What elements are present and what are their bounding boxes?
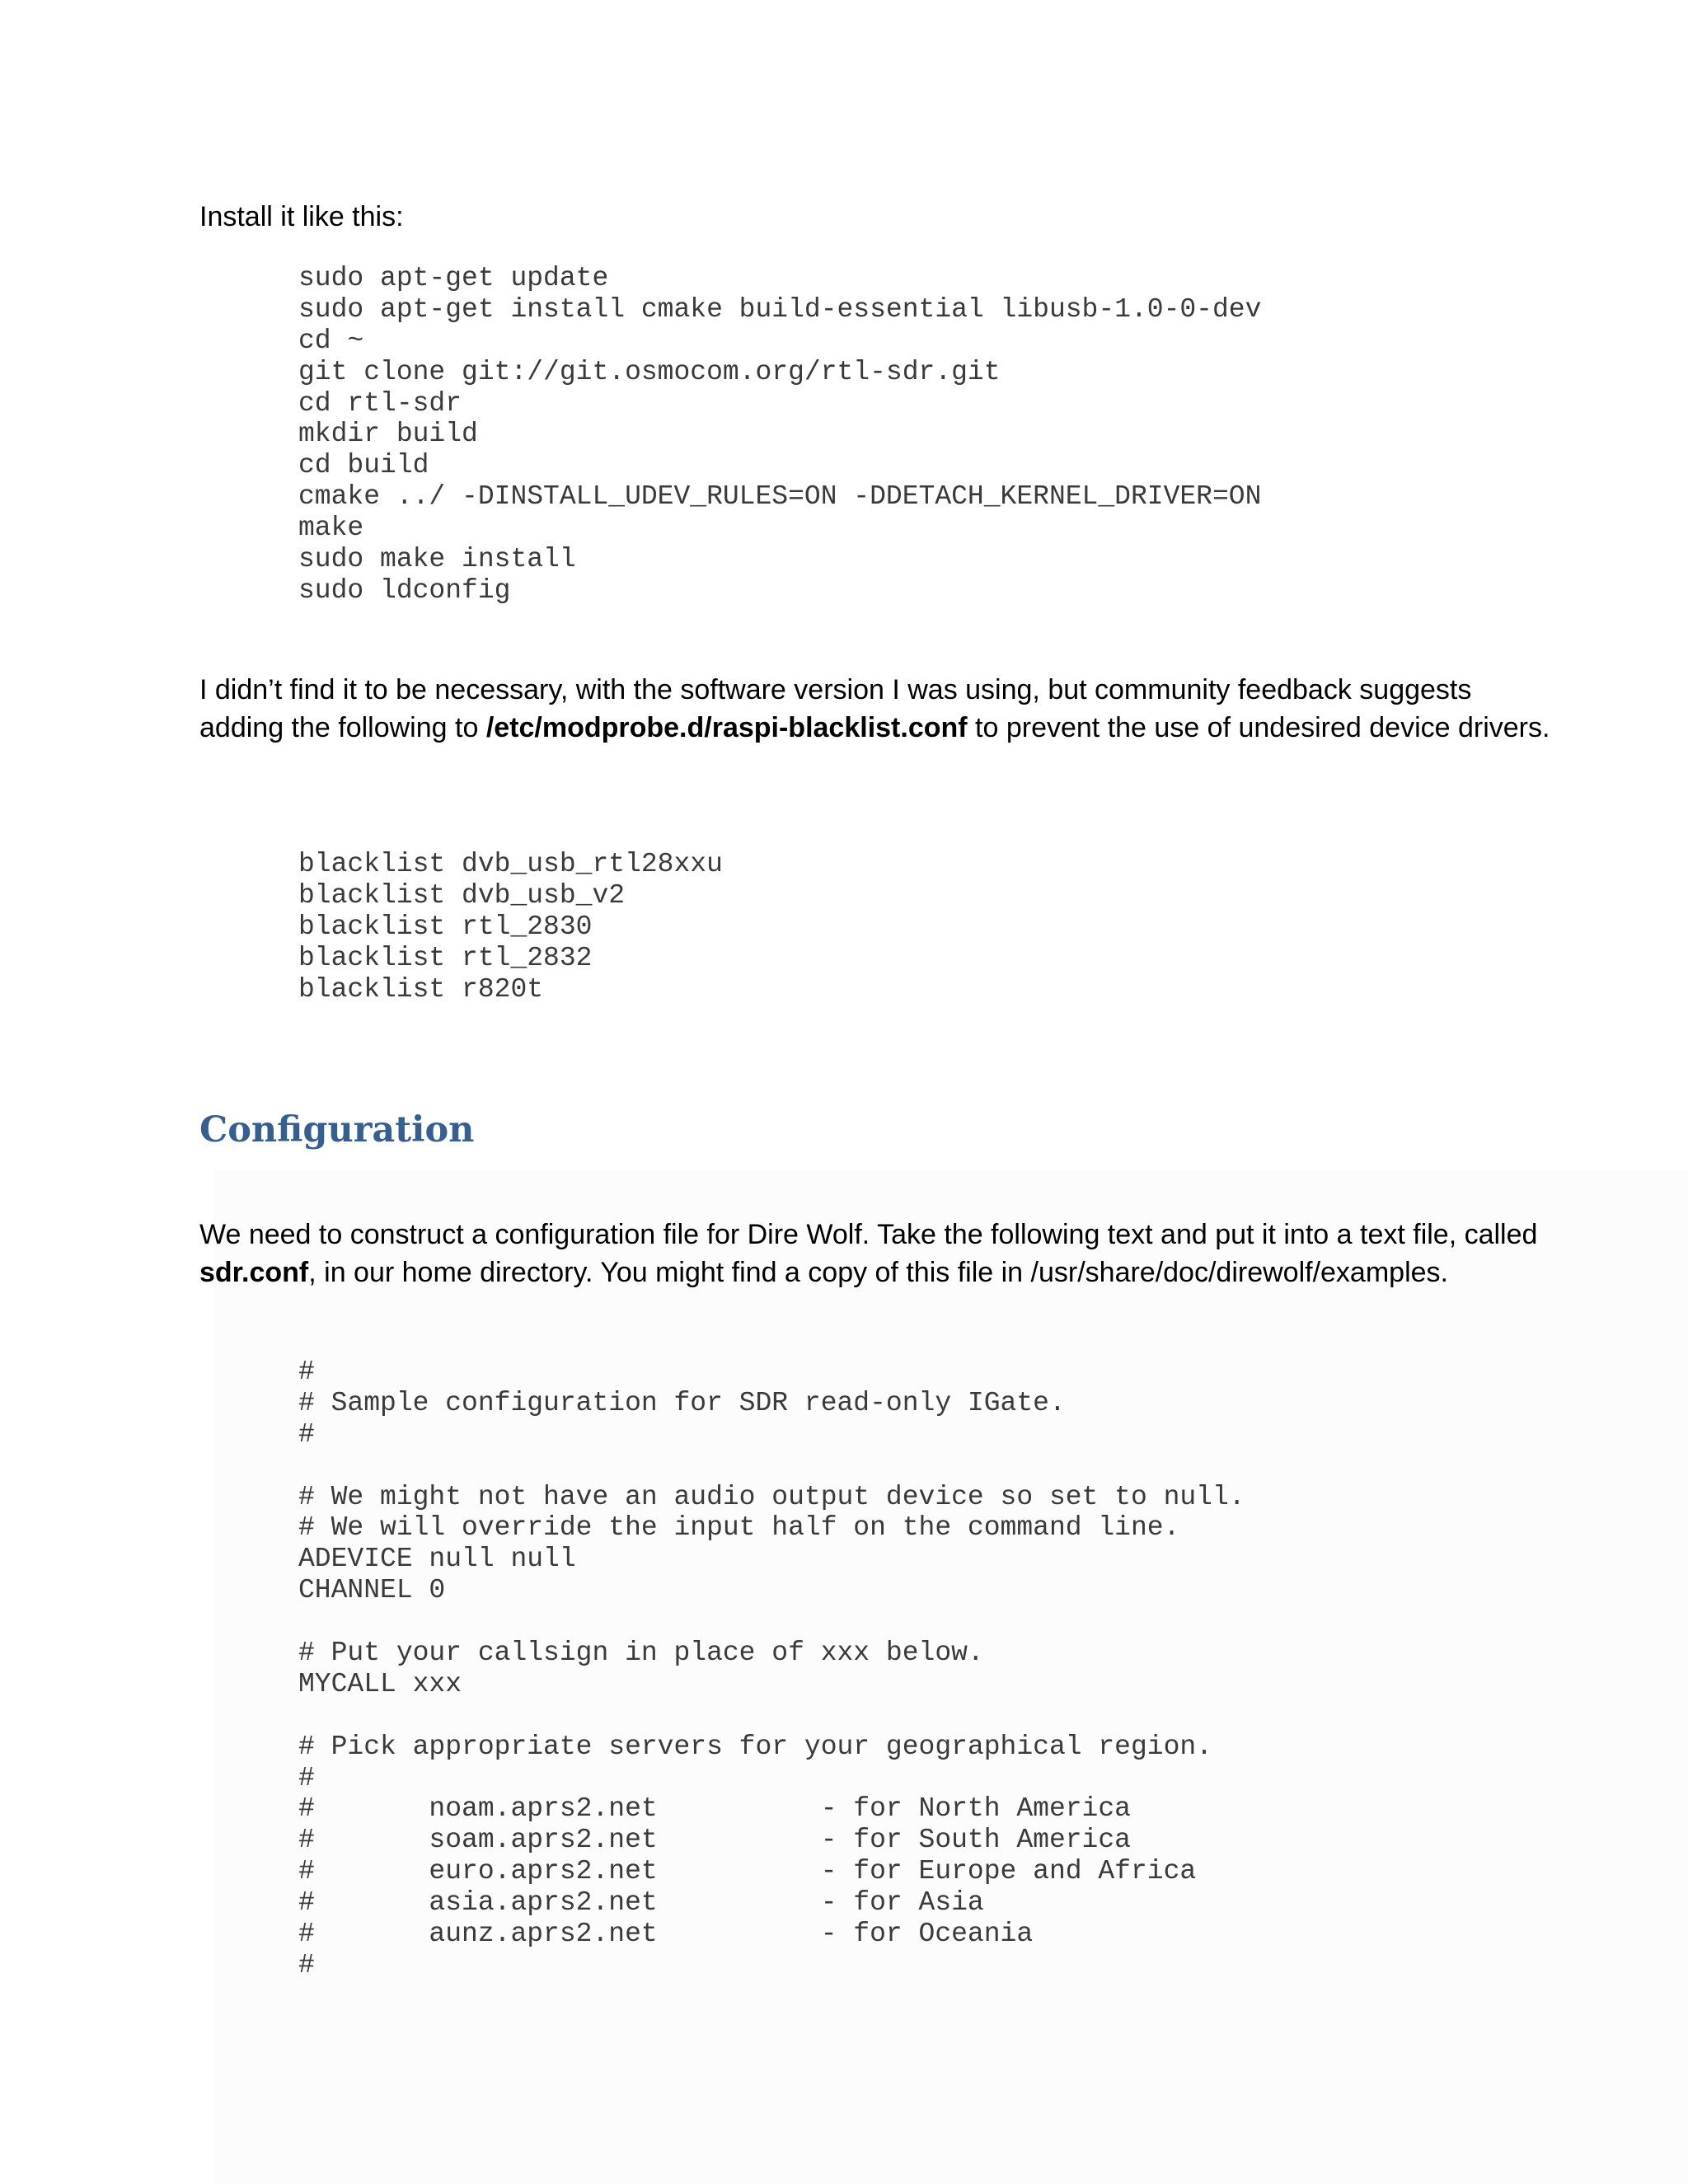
code-line (298, 1700, 1245, 1732)
code-line: # Put your callsign in place of xxx below. (298, 1638, 984, 1669)
config-paragraph (199, 1216, 1551, 1291)
config-text-before: We need to construct a configuration file for Dire Wolf. Take the following text and put it into a text file, called (199, 1219, 1538, 1250)
code-line: blacklist dvb_usb_v2 (298, 879, 626, 911)
code-line (298, 1606, 1245, 1638)
code-line: cmake ../ -DINSTALL_UDEV_RULES=ON -DDETACH_KERNEL_DRIVER=ON (298, 481, 1262, 513)
blacklist-code-block (298, 849, 723, 1005)
code-line: # aunz.aprs2.net - for Oceania (298, 1919, 1034, 1950)
code-line: mkdir build (298, 419, 478, 450)
code-line: # Sample configuration for SDR read-only IGate. (298, 1387, 1066, 1418)
code-line: make (298, 513, 364, 544)
code-line: # soam.aprs2.net - for South America (298, 1825, 1131, 1856)
code-line: blacklist r820t (298, 973, 544, 1005)
code-line (298, 1451, 1245, 1482)
install-code-block (298, 263, 1261, 607)
install-intro: Install it like this: (199, 201, 404, 232)
config-file-name: sdr.conf (199, 1256, 309, 1288)
code-line: # (298, 1357, 315, 1387)
code-line: ADEVICE null null (298, 1544, 576, 1575)
code-line: # noam.aprs2.net - for North America (298, 1793, 1131, 1825)
blacklist-file-path: /etc/modprobe.d/raspi-blacklist.conf (485, 711, 968, 743)
code-line: sudo make install (298, 544, 576, 575)
code-line: # (298, 1762, 315, 1793)
config-text-after: , in our home directory. You might find a copy of this file in /usr/share/doc/direwolf/examples. (308, 1256, 1448, 1288)
code-line: # We might not have an audio output device so set to null. (298, 1481, 1245, 1512)
code-line: MYCALL xxx (298, 1668, 462, 1699)
code-line: # We will override the input half on the command line. (298, 1512, 1180, 1544)
code-line: sudo apt-get update (298, 263, 609, 293)
code-line: # Pick appropriate servers for your geographical region. (298, 1731, 1212, 1762)
config-code-block (298, 1357, 1245, 1981)
code-line: # (298, 1949, 315, 1980)
code-line: git clone git://git.osmocom.org/rtl-sdr.git (298, 356, 1001, 387)
code-line: sudo apt-get install cmake build-essential libusb-1.0-0-dev (298, 293, 1262, 325)
code-line: cd build (298, 450, 429, 481)
code-line: # asia.aprs2.net - for Asia (298, 1887, 984, 1919)
section-heading-configuration: Configuration (199, 1109, 475, 1151)
code-line: sudo ldconfig (298, 574, 511, 606)
code-line: blacklist rtl_2830 (298, 911, 593, 942)
code-line: cd rtl-sdr (298, 387, 462, 419)
blacklist-text-before: I didn’t find it to be necessary, with the software version I was using, but community feedback suggests adding the following to (199, 674, 1472, 743)
code-line: blacklist dvb_usb_rtl28xxu (298, 849, 723, 879)
blacklist-text-after: to prevent the use of undesired device drivers. (967, 711, 1550, 743)
code-line: # (298, 1418, 315, 1450)
blacklist-paragraph (199, 672, 1551, 747)
code-line: cd ~ (298, 325, 364, 356)
code-line: CHANNEL 0 (298, 1575, 446, 1606)
code-line: blacklist rtl_2832 (298, 942, 593, 973)
code-line: # euro.aprs2.net - for Europe and Africa (298, 1856, 1197, 1887)
